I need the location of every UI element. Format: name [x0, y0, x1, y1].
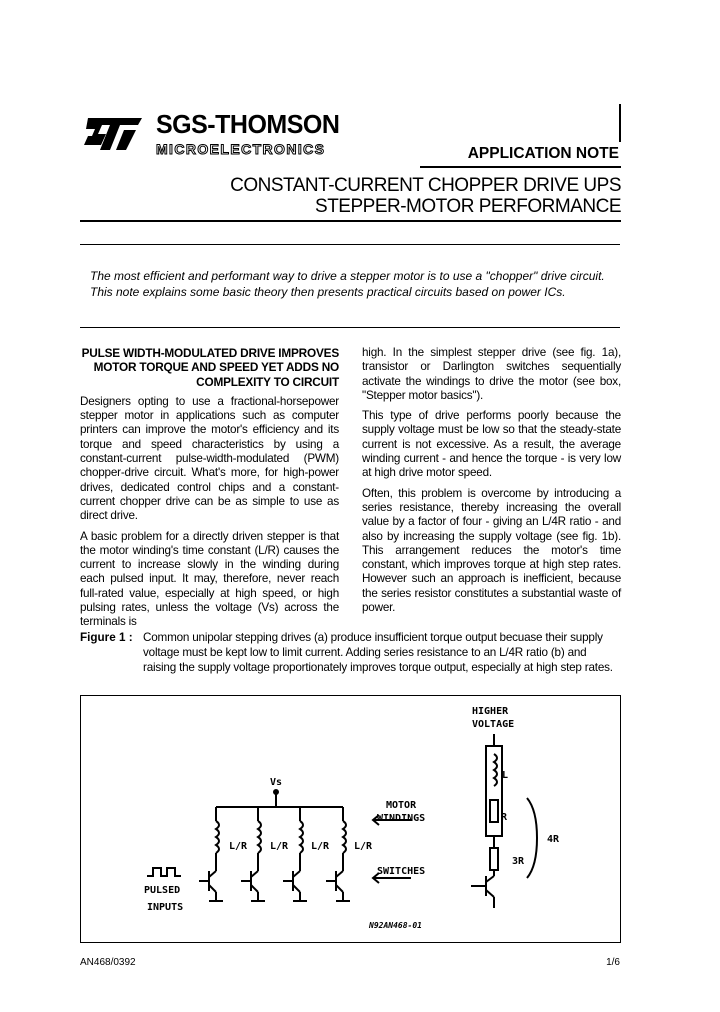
doc-type: APPLICATION NOTE — [467, 145, 619, 162]
abstract-box — [80, 244, 620, 328]
winding-branch-4 — [326, 807, 350, 901]
brace-4r — [527, 798, 537, 878]
label-lr-2: L/R — [270, 841, 289, 852]
pulse-train-icon — [147, 868, 181, 876]
abstract-text: The most efficient and performant way to drive a stepper motor is to use a "chopper" drive circuit. This note explains some basic theory then presents practical circuits based on power ICs. — [90, 269, 605, 299]
circuit-diagram — [81, 696, 620, 942]
label-4r: 4R — [547, 834, 560, 845]
header-rule-vertical — [619, 104, 621, 142]
paragraph: Designers opting to use a fractional-horsepower stepper motor in applications such as computer printers can improve the motor's efficiency and its torque and speed characteristics by using a constant-current pulse-width-modulated (PWM) chopper-drive circuit. What's more, for high-power drives, dedicated control chips and a constant-current chopper drive can be as simple to use as direct drive. — [80, 394, 339, 523]
label-motor: MOTOR — [386, 800, 417, 811]
winding-branch-2 — [241, 807, 265, 901]
st-logo-icon — [80, 112, 150, 156]
label-pulsed: PULSED — [144, 885, 181, 896]
header-rule-top — [420, 166, 621, 168]
title-rule — [80, 220, 621, 222]
label-lr-1: L/R — [229, 841, 248, 852]
paragraph: Often, this problem is overcome by introducing a series resistance, thereby increasing the overall value by a factor of four - giving an L/4R ratio - and also by increasing the supply voltage (see fig. 1b). This arrangement reduces the motor's time constant, which improves torque at high step rates. However such an approach is inefficient, because the series resistor constitutes a substantial waste of power. — [362, 486, 621, 615]
winding-branch-3 — [283, 807, 307, 901]
paragraph: This type of drive performs poorly because the supply voltage must be low so that the steady-state current is not excessive. As a result, the average winding current - and hence the torque - is very low at high drive motor speed. — [362, 409, 621, 480]
paragraph: high. In the simplest stepper drive (see fig. 1a), transistor or Darlington switches sequentially activate the windings to drive the motor (see box, "Stepper motor basics"). — [362, 346, 621, 402]
label-lr-3: L/R — [311, 841, 330, 852]
resistor-3r — [490, 848, 498, 870]
winding-branch-1 — [199, 807, 223, 901]
label-voltage: VOLTAGE — [472, 719, 515, 730]
right-column — [362, 346, 621, 621]
page-title: CONSTANT-CURRENT CHOPPER DRIVE UPS STEPPER-MOTOR PERFORMANCE — [230, 175, 621, 217]
doc-code: AN468/0392 — [80, 957, 136, 968]
label-inputs: INPUTS — [147, 902, 184, 913]
label-windings: WINDINGS — [377, 813, 426, 824]
label-r: R — [501, 812, 508, 823]
label-lr-4: L/R — [354, 841, 373, 852]
figure-box — [80, 695, 621, 943]
resistor-r — [490, 800, 498, 822]
label-3r: 3R — [512, 856, 525, 867]
label-vs: Vs — [270, 777, 283, 788]
label-l: L — [502, 770, 509, 781]
label-higher: HIGHER — [472, 706, 509, 717]
figure-label: Figure 1 : — [80, 631, 133, 644]
section-heading: PULSE WIDTH-MODULATED DRIVE IMPROVES MOTOR TORQUE AND SPEED YET ADDS NO COMPLEXITY TO CIRCUIT — [81, 346, 339, 389]
paragraph: A basic problem for a directly driven stepper is that the motor winding's time constant (L/R) causes the current to increase slowly in the winding during each pulsed input. It may, therefore, never reach full-rated value, especially at high speed, or high pulsing rates, unless the voltage (Vs) across the terminals is — [80, 529, 339, 629]
diagram-code: N92AN468-01 — [369, 921, 422, 930]
left-column — [80, 346, 339, 636]
label-switches: SWITCHES — [377, 866, 426, 877]
figure-caption: Common unipolar stepping drives (a) produce insufficient torque output becuase their supply voltage must be kept low to limit current. Adding series resistance to an L/4R ratio (b) and raising the supply voltage proportionately improves torque output, especially at high step rates. — [143, 631, 613, 674]
company-subtitle: MICROELECTRONICS — [156, 141, 326, 157]
page-number: 1/6 — [606, 957, 620, 968]
company-name: SGS-THOMSON — [156, 110, 340, 140]
